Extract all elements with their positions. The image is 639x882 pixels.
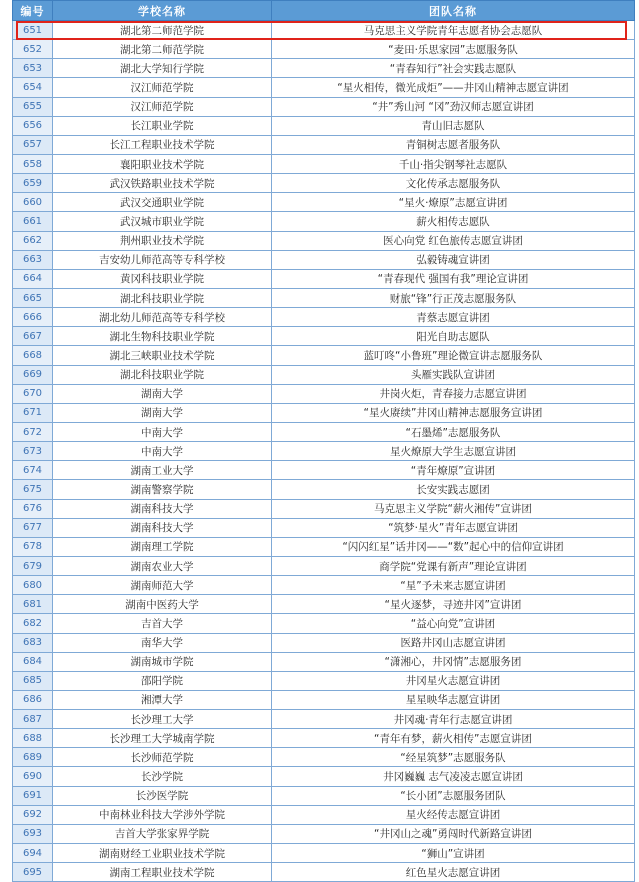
row-team-name: “星火逐梦，寻迹井冈”宣讲团 (272, 595, 635, 614)
table-row (13, 384, 635, 403)
table-row (13, 422, 635, 441)
table-row (13, 690, 635, 709)
row-team-name: 医心向党 红色旅传志愿宣讲团 (272, 231, 635, 250)
table-row (13, 365, 635, 384)
team-list-table (12, 0, 635, 882)
row-team-name: 阳光自助志愿队 (272, 327, 635, 346)
table-row (13, 518, 635, 537)
row-number: 682 (13, 614, 53, 633)
table-row (13, 40, 635, 59)
row-number: 658 (13, 154, 53, 173)
row-team-name: 文化传承志愿服务队 (272, 174, 635, 193)
table-row (13, 250, 635, 269)
row-team-name: “闪闪红星”话井冈——“数”起心中的信仰宣讲团 (272, 537, 635, 556)
row-team-name: 井冈巍巍 志气凌凌志愿宣讲团 (272, 767, 635, 786)
row-team-name: “筑梦·星火”青年志愿宣讲团 (272, 518, 635, 537)
row-school-name: 湖北第二师范学院 (53, 21, 272, 40)
row-school-name: 湖南警察学院 (53, 480, 272, 499)
table-row (13, 652, 635, 671)
table-row (13, 844, 635, 863)
row-school-name: 武汉城市职业学院 (53, 212, 272, 231)
row-school-name: 湖南中医药大学 (53, 595, 272, 614)
row-number: 667 (13, 327, 53, 346)
row-school-name: 湖北幼儿师范高等专科学校 (53, 308, 272, 327)
table-row (13, 116, 635, 135)
row-number: 675 (13, 480, 53, 499)
row-school-name: 中南大学 (53, 442, 272, 461)
row-number: 689 (13, 748, 53, 767)
header-school-name: 学校名称 (53, 1, 272, 21)
row-team-name: “石墨烯”志愿服务队 (272, 422, 635, 441)
row-team-name: 头雁实践队宣讲团 (272, 365, 635, 384)
row-number: 666 (13, 308, 53, 327)
row-number: 676 (13, 499, 53, 518)
row-school-name: 邵阳学院 (53, 671, 272, 690)
row-number: 692 (13, 805, 53, 824)
row-team-name: 井岗火炬，青春接力志愿宣讲团 (272, 384, 635, 403)
table-row (13, 824, 635, 843)
row-school-name: 湖南大学 (53, 384, 272, 403)
row-number: 671 (13, 403, 53, 422)
table-row (13, 231, 635, 250)
table-header (13, 1, 635, 21)
row-number: 685 (13, 671, 53, 690)
table-row (13, 480, 635, 499)
row-number: 662 (13, 231, 53, 250)
row-team-name: “青年燎原”宣讲团 (272, 461, 635, 480)
row-team-name: 井冈魂·青年行志愿宣讲团 (272, 710, 635, 729)
row-school-name: 汉江师范学院 (53, 78, 272, 97)
row-team-name: 井冈星火志愿宣讲团 (272, 671, 635, 690)
row-number: 668 (13, 346, 53, 365)
row-team-name: 薪火相传志愿队 (272, 212, 635, 231)
row-school-name: 长沙理工大学 (53, 710, 272, 729)
table-row (13, 78, 635, 97)
table-row (13, 21, 635, 40)
row-school-name: 襄阳职业技术学院 (53, 154, 272, 173)
table-row (13, 403, 635, 422)
row-number: 694 (13, 844, 53, 863)
row-number: 679 (13, 556, 53, 575)
row-number: 686 (13, 690, 53, 709)
table-row (13, 135, 635, 154)
row-school-name: 黄冈科技职业学院 (53, 269, 272, 288)
table-row (13, 671, 635, 690)
table-row (13, 193, 635, 212)
table-row (13, 97, 635, 116)
row-number: 687 (13, 710, 53, 729)
table-row (13, 499, 635, 518)
row-number: 681 (13, 595, 53, 614)
row-school-name: 湖南财经工业职业技术学院 (53, 844, 272, 863)
row-school-name: 中南林业科技大学涉外学院 (53, 805, 272, 824)
row-number: 654 (13, 78, 53, 97)
row-school-name: 湖北三峡职业技术学院 (53, 346, 272, 365)
table-row (13, 269, 635, 288)
row-team-name: “青春知行”社会实践志愿队 (272, 59, 635, 78)
table-row (13, 212, 635, 231)
row-number: 652 (13, 40, 53, 59)
header-team-name: 团队名称 (272, 1, 635, 21)
row-school-name: 吉安幼儿师范高等专科学校 (53, 250, 272, 269)
row-team-name: 青铜树志愿者服务队 (272, 135, 635, 154)
row-number: 651 (13, 21, 53, 40)
row-school-name: 湖北科技职业学院 (53, 365, 272, 384)
row-team-name: 星火经传志愿宣讲团 (272, 805, 635, 824)
row-school-name: 湖北第二师范学院 (53, 40, 272, 59)
row-school-name: 湘潭大学 (53, 690, 272, 709)
row-number: 680 (13, 576, 53, 595)
table-row (13, 710, 635, 729)
row-school-name: 吉首大学张家界学院 (53, 824, 272, 843)
row-school-name: 南华大学 (53, 633, 272, 652)
row-team-name: “星火相传，微光成炬”——井冈山精神志愿宣讲团 (272, 78, 635, 97)
row-number: 695 (13, 863, 53, 882)
table-row (13, 59, 635, 78)
table-row (13, 748, 635, 767)
table-row (13, 308, 635, 327)
row-team-name: 财旅“锋”行正茂志愿服务队 (272, 288, 635, 307)
table-row (13, 805, 635, 824)
row-school-name: 湖南理工学院 (53, 537, 272, 556)
row-school-name: 湖北生物科技职业学院 (53, 327, 272, 346)
row-number: 677 (13, 518, 53, 537)
row-school-name: 湖南城市学院 (53, 652, 272, 671)
row-number: 670 (13, 384, 53, 403)
row-number: 665 (13, 288, 53, 307)
row-team-name: 星火燎原大学生志愿宣讲团 (272, 442, 635, 461)
row-school-name: 长江职业学院 (53, 116, 272, 135)
row-number: 690 (13, 767, 53, 786)
row-number: 656 (13, 116, 53, 135)
row-team-name: “益心向党”宣讲团 (272, 614, 635, 633)
row-team-name: “经星筑梦”志愿服务队 (272, 748, 635, 767)
row-team-name: “青春现代 强国有我”理论宣讲团 (272, 269, 635, 288)
header-number: 编号 (13, 1, 53, 21)
row-team-name: 长安实践志愿团 (272, 480, 635, 499)
row-team-name: “星”予未来志愿宣讲团 (272, 576, 635, 595)
table-row (13, 729, 635, 748)
table-row (13, 288, 635, 307)
row-team-name: 青山旧志愿队 (272, 116, 635, 135)
row-team-name: “狮山”宣讲团 (272, 844, 635, 863)
row-team-name: “麦田·乐思家园”志愿服务队 (272, 40, 635, 59)
row-school-name: 湖南大学 (53, 403, 272, 422)
row-school-name: 湖南农业大学 (53, 556, 272, 575)
row-number: 683 (13, 633, 53, 652)
row-school-name: 中南大学 (53, 422, 272, 441)
row-team-name: 红色星火志愿宣讲团 (272, 863, 635, 882)
row-number: 674 (13, 461, 53, 480)
table-row (13, 174, 635, 193)
row-number: 691 (13, 786, 53, 805)
table-body (13, 21, 635, 882)
row-school-name: 湖南科技大学 (53, 499, 272, 518)
row-team-name: “星火赓续”井冈山精神志愿服务宣讲团 (272, 403, 635, 422)
row-number: 672 (13, 422, 53, 441)
table-row (13, 633, 635, 652)
row-school-name: 湖北大学知行学院 (53, 59, 272, 78)
row-number: 655 (13, 97, 53, 116)
row-team-name: “长小团”志愿服务团队 (272, 786, 635, 805)
row-number: 673 (13, 442, 53, 461)
table-row (13, 556, 635, 575)
row-team-name: “井”秀山河 “冈”劲汉师志愿宣讲团 (272, 97, 635, 116)
row-school-name: 湖南师范大学 (53, 576, 272, 595)
row-team-name: “潇湘心，井冈情”志愿服务团 (272, 652, 635, 671)
header-row (13, 1, 635, 21)
row-team-name: 千山·指尖钢琴社志愿队 (272, 154, 635, 173)
row-number: 659 (13, 174, 53, 193)
row-number: 657 (13, 135, 53, 154)
table-row (13, 576, 635, 595)
row-number: 663 (13, 250, 53, 269)
row-team-name: 星星映华志愿宣讲团 (272, 690, 635, 709)
row-number: 664 (13, 269, 53, 288)
row-number: 693 (13, 824, 53, 843)
table-row (13, 595, 635, 614)
row-school-name: 武汉交通职业学院 (53, 193, 272, 212)
row-team-name: “星火·燎原”志愿宣讲团 (272, 193, 635, 212)
row-school-name: 汉江师范学院 (53, 97, 272, 116)
table-row (13, 786, 635, 805)
table-row (13, 442, 635, 461)
row-number: 688 (13, 729, 53, 748)
row-team-name: 蓝叮咚“小鲁班”理论微宣讲志愿服务队 (272, 346, 635, 365)
row-school-name: 长沙学院 (53, 767, 272, 786)
row-school-name: 湖南科技大学 (53, 518, 272, 537)
row-school-name: 吉首大学 (53, 614, 272, 633)
row-team-name: 青蔡志愿宣讲团 (272, 308, 635, 327)
table-row (13, 154, 635, 173)
row-number: 653 (13, 59, 53, 78)
row-team-name: 医路井冈山志愿宣讲团 (272, 633, 635, 652)
table-row (13, 614, 635, 633)
row-school-name: 湖南工程职业技术学院 (53, 863, 272, 882)
row-school-name: 长江工程职业技术学院 (53, 135, 272, 154)
table-row (13, 863, 635, 882)
row-school-name: 湖南工业大学 (53, 461, 272, 480)
row-team-name: “井冈山之魂”勇闯时代新路宣讲团 (272, 824, 635, 843)
row-school-name: 武汉铁路职业技术学院 (53, 174, 272, 193)
row-school-name: 长沙理工大学城南学院 (53, 729, 272, 748)
row-number: 660 (13, 193, 53, 212)
row-team-name: 马克思主义学院青年志愿者协会志愿队 (272, 21, 635, 40)
table-row (13, 537, 635, 556)
row-team-name: “青年有梦，薪火相传”志愿宣讲团 (272, 729, 635, 748)
row-school-name: 荆州职业技术学院 (53, 231, 272, 250)
table-row (13, 327, 635, 346)
table-row (13, 767, 635, 786)
row-number: 678 (13, 537, 53, 556)
row-team-name: 商学院“党课有新声”理论宣讲团 (272, 556, 635, 575)
row-school-name: 长沙医学院 (53, 786, 272, 805)
row-number: 684 (13, 652, 53, 671)
row-school-name: 长沙师范学院 (53, 748, 272, 767)
row-school-name: 湖北科技职业学院 (53, 288, 272, 307)
table-row (13, 461, 635, 480)
row-number: 661 (13, 212, 53, 231)
row-team-name: 马克思主义学院“薪火湘传”宣讲团 (272, 499, 635, 518)
row-team-name: 弘毅铸魂宣讲团 (272, 250, 635, 269)
row-number: 669 (13, 365, 53, 384)
table-row (13, 346, 635, 365)
